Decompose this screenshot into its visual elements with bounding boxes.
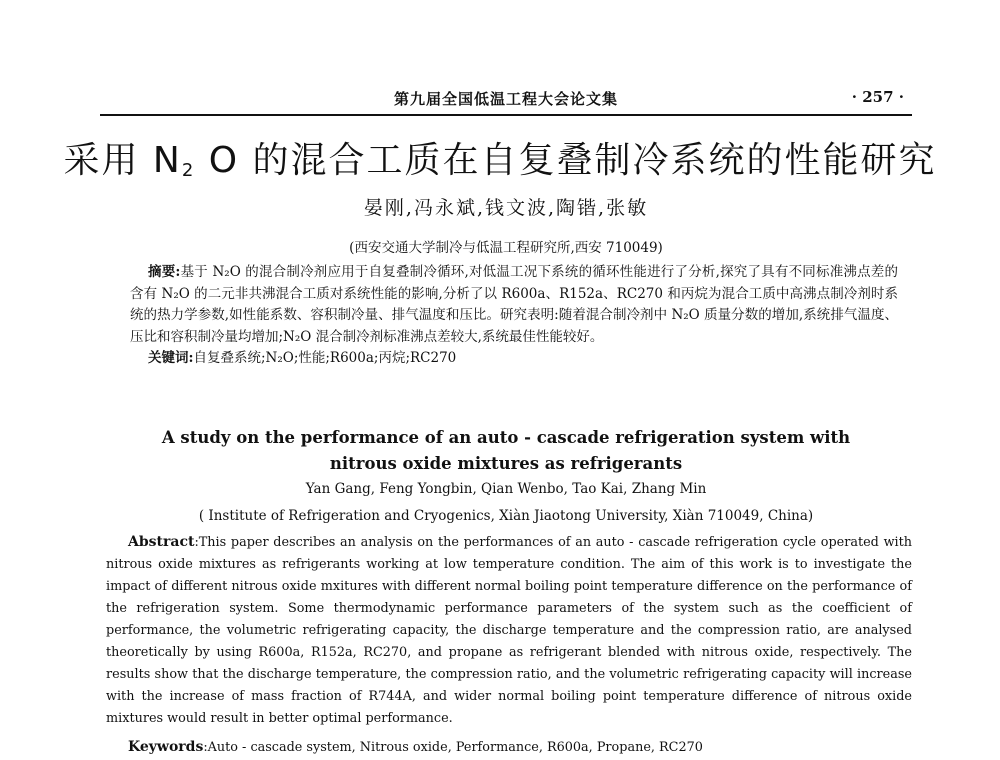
keywords-en-text: :Auto - cascade system, Nitrous oxide, Performance, R600a, Propane, RC270 [203,740,703,755]
authors-en: Yan Gang, Feng Yongbin, Qian Wenbo, Tao Kai, Zhang Min [305,481,707,497]
journal-name: 第九届全国低温工程大会论文集 [393,90,618,108]
abstract-zh-label: 摘要: [148,264,181,280]
keywords-zh-label: 关键词: [148,350,194,366]
title-en-line1: A study on the performance of an auto - cascade refrigeration system with [161,428,851,447]
abstract-en [106,531,912,759]
authors-zh: 晏刚,冯永斌,钱文波,陶锴,张敏 [363,197,649,219]
title-en-line2: nitrous oxide mixtures as refrigerants [329,454,683,473]
affiliation-zh: (西安交通大学制冷与低温工程研究所,西安 710049) [349,240,663,256]
title-zh [60,132,940,183]
abstract-en-text: :This paper describes an analysis on the performances of an auto - cascade refrigeration cycle operated with nitrous oxide mixtures as refrigerants working at low temperature condition. The aim of this work is to investigate the impact of different nitrous oxide mxitures with different normal boiling point temperature difference on the performance of the refrigeration system. Some thermodynamic performance parameters of the system such as the coefficient of performance, the volumetric refrigerating capacity, the discharge temperature and the compression ratio, are analysed theoretically by using R600a, R152a, RC270, and propane as refrigerant blended with nitrous oxide, respectively. The results show that the discharge temperature, the compression ratio, and the volumetric refrigerating capacity will increase with the increase of mass fraction of R744A, and wider normal boiling point temperature difference of nitrous oxide mixtures would result in better optimal performance. [106,535,912,726]
keywords-en [106,736,912,759]
header-rule [100,114,912,116]
abstract-en-paragraph [106,531,912,730]
page-number: · 257 · [851,88,904,106]
abstract-zh-paragraph [130,262,898,348]
abstract-zh-text: 基于 N₂O 的混合制冷剂应用于自复叠制冷循环,对低温工况下系统的循环性能进行了分析,探究了具有不同标准沸点差的含有 N₂O 的二元非共沸混合工质对系统性能的影响,分析了以 R600a、R152a、RC270 和丙烷为混合工质中高沸点制冷剂时系统的热力学参数,如性能系数、容积制冷量、排气温度和压比。研究表明:随着混合制冷剂中 N₂O 质量分数的增加,系统排气温度、压比和容积制冷量均增加;N₂O 混合制冷剂标准沸点差较大,系统最佳性能较好。 [130,264,898,345]
title-en [100,425,912,477]
abstract-en-label: Abstract [128,534,195,550]
running-head [100,86,912,110]
keywords-en-label: Keywords [128,739,204,755]
title-zh-before: 采用 N [63,140,182,181]
keywords-zh [130,348,898,370]
abstract-zh [130,262,898,370]
title-zh-subscript: 2 [181,160,196,181]
keywords-zh-text: 自复叠系统;N₂O;性能;R600a;丙烷;RC270 [193,350,457,366]
title-zh-after: O 的混合工质在自复叠制冷系统的性能研究 [195,140,937,181]
affiliation-en: ( Institute of Refrigeration and Cryogenics, Xiàn Jiaotong University, Xiàn 710049, China) [198,508,814,524]
